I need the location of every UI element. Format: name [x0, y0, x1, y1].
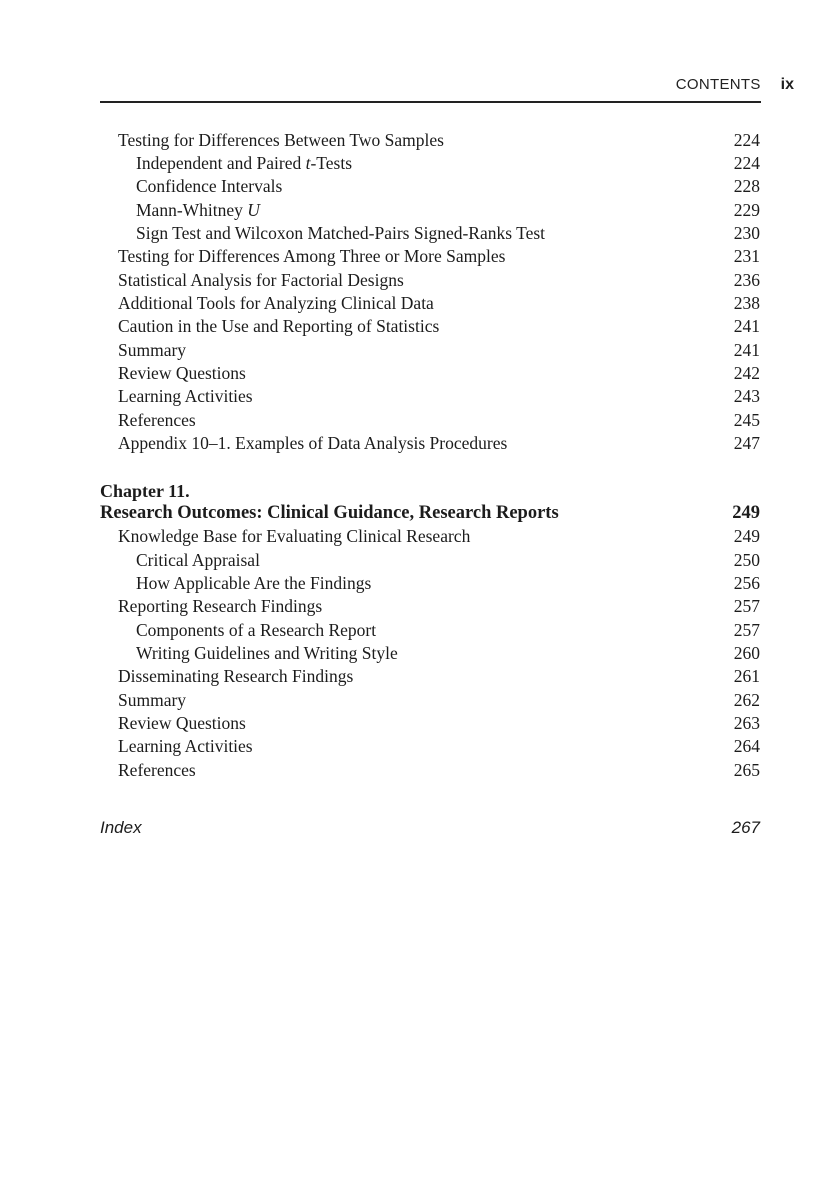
toc-entry-page: 247 [733, 433, 760, 453]
toc-entry-page: 241 [733, 316, 760, 336]
chapter-number: Chapter 11. [100, 481, 190, 501]
toc-entry-page: 249 [733, 526, 760, 546]
toc-entry[interactable] [100, 688, 760, 712]
chapter-page: 249 [732, 503, 760, 523]
toc-entry-page: 224 [733, 130, 760, 150]
toc-entry[interactable] [100, 338, 760, 362]
toc-entry[interactable] [100, 431, 760, 455]
toc-entry-title: Caution in the Use and Reporting of Statistics [118, 316, 440, 336]
toc-entry-page: 257 [733, 596, 760, 616]
toc-entry[interactable] [100, 618, 760, 642]
toc-entry[interactable] [100, 734, 760, 758]
toc-entry-title: Critical Appraisal [136, 550, 260, 570]
toc-entry-page: 256 [733, 573, 760, 593]
toc-entry[interactable] [100, 664, 760, 688]
toc-entry-title: Confidence Intervals [136, 176, 283, 196]
toc-entry[interactable] [100, 221, 760, 245]
toc-entry[interactable] [100, 641, 760, 665]
toc-entry-title: Additional Tools for Analyzing Clinical Data [118, 293, 434, 313]
toc-entry[interactable] [100, 384, 760, 408]
toc-entry-title: Disseminating Research Findings [118, 666, 354, 686]
running-header [100, 76, 794, 94]
toc-entry-page: 236 [733, 270, 760, 290]
index-title: Index [100, 818, 142, 837]
toc-entry-title: Learning Activities [118, 736, 253, 756]
toc-entry-page: 229 [733, 200, 760, 220]
toc-entry[interactable] [100, 291, 760, 315]
toc-entry[interactable] [100, 408, 760, 432]
toc-entry[interactable] [100, 198, 760, 222]
toc-entry[interactable] [100, 361, 760, 385]
toc-entry-title: Writing Guidelines and Writing Style [136, 643, 398, 663]
toc-entry-title: Appendix 10–1. Examples of Data Analysis Procedures [118, 433, 508, 453]
toc-entry-title: Summary [118, 340, 187, 360]
page-folio: ix [780, 76, 794, 93]
toc-entry-title: References [118, 760, 196, 780]
toc-entry-title: Independent and Paired t-Tests [136, 153, 353, 173]
toc-entry-title: Review Questions [118, 713, 246, 733]
toc-entry-title: Statistical Analysis for Factorial Designs [118, 270, 404, 290]
toc-entry-page: 224 [733, 153, 760, 173]
toc-entry[interactable] [100, 314, 760, 338]
toc-entry-page: 231 [733, 246, 760, 266]
toc-entry-title: Testing for Differences Between Two Samples [118, 130, 444, 150]
toc-entry[interactable] [100, 758, 760, 782]
toc-entry-page: 242 [733, 363, 760, 383]
toc-entry-title: Reporting Research Findings [118, 596, 323, 616]
toc-entry-page: 263 [733, 713, 760, 733]
toc-entry-title: Testing for Differences Among Three or More Samples [118, 246, 506, 266]
toc-entry-page: 230 [733, 223, 760, 243]
toc-entry[interactable] [100, 174, 760, 198]
toc-entry[interactable] [100, 524, 760, 548]
toc-entry-title: Components of a Research Report [136, 620, 377, 640]
chapter-heading[interactable] [100, 501, 760, 525]
toc-entry-title: Sign Test and Wilcoxon Matched-Pairs Signed-Ranks Test [136, 223, 546, 243]
toc-entry-title: Learning Activities [118, 386, 253, 406]
toc-entry-page: 265 [733, 760, 760, 780]
toc-entry-page: 238 [733, 293, 760, 313]
toc-entry-page: 262 [733, 690, 760, 710]
running-header-label: CONTENTS [675, 76, 761, 93]
toc-entry-page: 243 [733, 386, 760, 406]
toc-entry-title: Mann-Whitney U [136, 200, 260, 220]
toc-entry-title: Review Questions [118, 363, 246, 383]
toc-entry-page: 245 [733, 410, 760, 430]
header-rule [100, 101, 761, 103]
toc-entry[interactable] [100, 268, 760, 292]
toc-entry-title: Knowledge Base for Evaluating Clinical Research [118, 526, 471, 546]
toc-entry-title: How Applicable Are the Findings [136, 573, 372, 593]
toc-entry-page: 264 [733, 736, 760, 756]
index-entry[interactable] [100, 816, 760, 840]
toc-entry-page: 261 [733, 666, 760, 686]
toc-entry[interactable] [100, 151, 760, 175]
toc-entry[interactable] [100, 548, 760, 572]
toc-entry-page: 250 [733, 550, 760, 570]
toc-entry-page: 228 [733, 176, 760, 196]
toc-entry[interactable] [100, 571, 760, 595]
toc-entry-page: 257 [733, 620, 760, 640]
toc-entry[interactable] [100, 594, 760, 618]
toc-entry-page: 260 [733, 643, 760, 663]
toc-entry[interactable] [100, 711, 760, 735]
toc-entry[interactable] [100, 244, 760, 268]
chapter-title: Research Outcomes: Clinical Guidance, Research Reports [100, 503, 559, 523]
toc-entry[interactable] [100, 128, 760, 152]
toc-entry-title: Summary [118, 690, 187, 710]
toc-entry-title: References [118, 410, 196, 430]
toc-entry-page: 241 [733, 340, 760, 360]
index-page: 267 [731, 818, 760, 837]
